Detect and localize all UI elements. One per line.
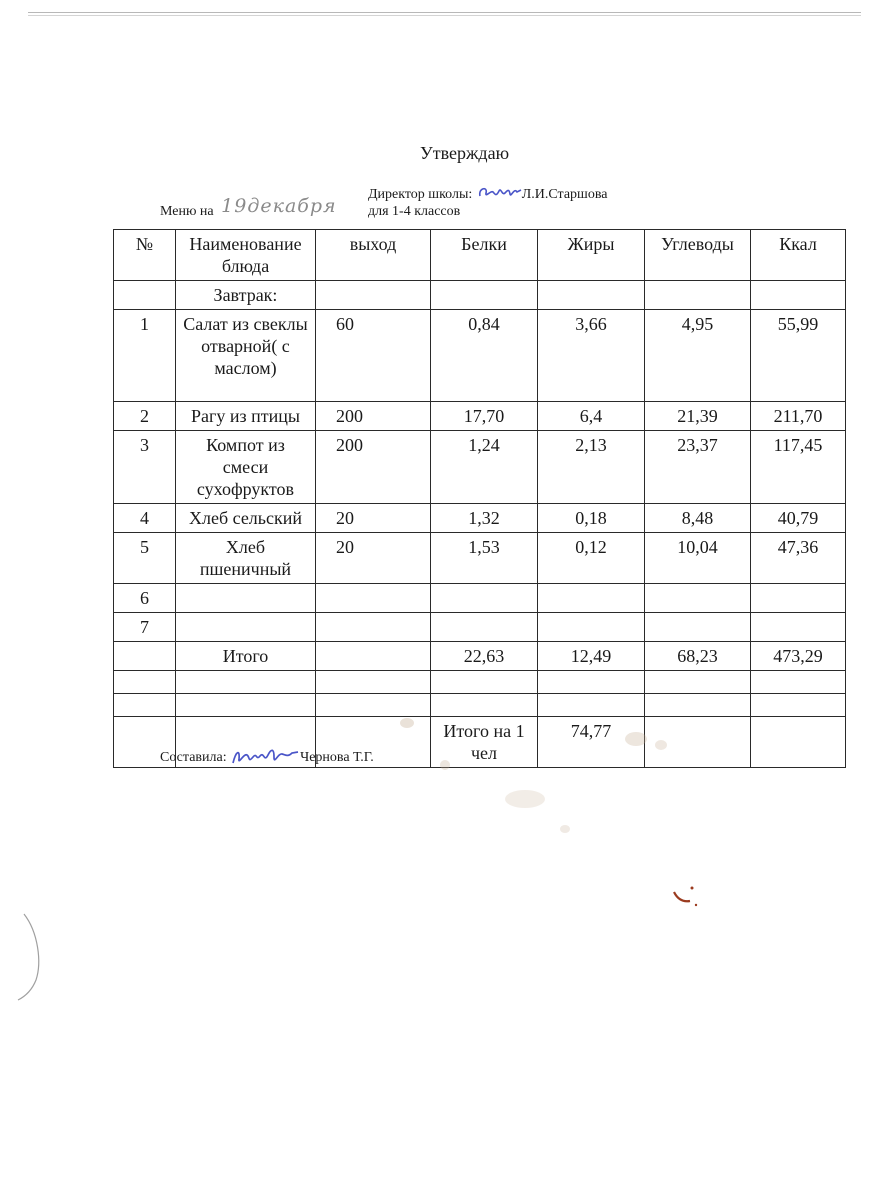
table-cell bbox=[751, 694, 846, 717]
dish-carbs bbox=[645, 613, 751, 642]
table-cell bbox=[751, 281, 846, 310]
table-row bbox=[114, 431, 846, 504]
table-cell bbox=[538, 694, 645, 717]
table-cell bbox=[176, 694, 316, 717]
paper-stain bbox=[440, 760, 450, 770]
table-row bbox=[114, 613, 846, 642]
total-label: Итого bbox=[176, 642, 316, 671]
paper-stain bbox=[400, 718, 414, 728]
dish-protein: 17,70 bbox=[431, 402, 538, 431]
dish-fat: 3,66 bbox=[538, 310, 645, 402]
paper-stain bbox=[560, 825, 570, 833]
table-cell bbox=[316, 694, 431, 717]
table-cell bbox=[316, 281, 431, 310]
row-number: 1 bbox=[114, 310, 176, 402]
table-cell bbox=[114, 642, 176, 671]
row-number: 4 bbox=[114, 504, 176, 533]
dish-protein bbox=[431, 584, 538, 613]
handwritten-date: 19декабря bbox=[221, 195, 337, 217]
dish-fat: 2,13 bbox=[538, 431, 645, 504]
dish-kcal bbox=[751, 584, 846, 613]
compiled-label: Составила: bbox=[160, 750, 227, 765]
dish-carbs: 10,04 bbox=[645, 533, 751, 584]
menu-label: Меню на bbox=[160, 204, 214, 219]
director-label: Директор школы: bbox=[368, 187, 473, 202]
col-header-name: Наименование блюда bbox=[176, 230, 316, 281]
dish-name: Хлеб сельский bbox=[176, 504, 316, 533]
dish-output: 20 bbox=[316, 533, 431, 584]
compiler-signature bbox=[230, 745, 300, 767]
col-header-protein: Белки bbox=[431, 230, 538, 281]
table-cell bbox=[645, 694, 751, 717]
row-number: 5 bbox=[114, 533, 176, 584]
table-cell bbox=[316, 642, 431, 671]
table-row bbox=[114, 533, 846, 584]
table-row bbox=[114, 402, 846, 431]
per-person-value: 74,77 bbox=[538, 717, 645, 768]
compiled-by-line bbox=[160, 745, 374, 767]
dish-output: 200 bbox=[316, 402, 431, 431]
table-cell bbox=[645, 281, 751, 310]
table-cell bbox=[114, 694, 176, 717]
dish-fat: 0,18 bbox=[538, 504, 645, 533]
dish-name: Рагу из птицы bbox=[176, 402, 316, 431]
table-cell bbox=[538, 281, 645, 310]
dish-kcal: 40,79 bbox=[751, 504, 846, 533]
table-cell bbox=[751, 717, 846, 768]
dish-carbs: 4,95 bbox=[645, 310, 751, 402]
dish-fat: 6,4 bbox=[538, 402, 645, 431]
dish-kcal: 117,45 bbox=[751, 431, 846, 504]
dish-output: 200 bbox=[316, 431, 431, 504]
table-cell bbox=[431, 671, 538, 694]
paper-stain bbox=[505, 790, 545, 808]
row-number: 6 bbox=[114, 584, 176, 613]
per-person-label: Итого на 1 чел bbox=[431, 717, 538, 768]
empty-row bbox=[114, 671, 846, 694]
dish-name bbox=[176, 584, 316, 613]
dish-name bbox=[176, 613, 316, 642]
col-header-output: выход bbox=[316, 230, 431, 281]
compiled-name: Чернова Т.Г. bbox=[300, 750, 374, 765]
director-signature bbox=[476, 184, 522, 202]
dish-carbs: 23,37 bbox=[645, 431, 751, 504]
classes-label: для 1-4 классов bbox=[368, 204, 461, 219]
dish-kcal bbox=[751, 613, 846, 642]
dish-protein: 0,84 bbox=[431, 310, 538, 402]
dish-output: 20 bbox=[316, 504, 431, 533]
col-header-number: № bbox=[114, 230, 176, 281]
dish-output bbox=[316, 613, 431, 642]
section-row bbox=[114, 281, 846, 310]
dish-carbs: 8,48 bbox=[645, 504, 751, 533]
total-row bbox=[114, 642, 846, 671]
paper-stain bbox=[625, 732, 647, 746]
dish-kcal: 55,99 bbox=[751, 310, 846, 402]
dish-carbs: 21,39 bbox=[645, 402, 751, 431]
dish-name: Салат из свеклы отварной( с маслом) bbox=[176, 310, 316, 402]
total-protein: 22,63 bbox=[431, 642, 538, 671]
dish-output: 60 bbox=[316, 310, 431, 402]
director-line bbox=[368, 184, 607, 203]
dish-fat bbox=[538, 613, 645, 642]
col-header-fat: Жиры bbox=[538, 230, 645, 281]
dish-output bbox=[316, 584, 431, 613]
table-cell bbox=[114, 671, 176, 694]
table-cell bbox=[751, 671, 846, 694]
dish-kcal: 47,36 bbox=[751, 533, 846, 584]
table-cell bbox=[645, 671, 751, 694]
table-row bbox=[114, 310, 846, 402]
scan-edge-line bbox=[28, 12, 861, 13]
table-row bbox=[114, 504, 846, 533]
approval-heading: Утверждаю bbox=[420, 143, 510, 163]
dish-name: Хлеб пшеничный bbox=[176, 533, 316, 584]
row-number: 7 bbox=[114, 613, 176, 642]
dish-protein: 1,24 bbox=[431, 431, 538, 504]
table-cell bbox=[538, 671, 645, 694]
ink-blot bbox=[668, 882, 700, 908]
total-kcal: 473,29 bbox=[751, 642, 846, 671]
section-label: Завтрак: bbox=[176, 281, 316, 310]
dish-protein: 1,32 bbox=[431, 504, 538, 533]
col-header-carbs: Углеводы bbox=[645, 230, 751, 281]
table-cell bbox=[114, 281, 176, 310]
table-cell bbox=[431, 281, 538, 310]
menu-table bbox=[113, 229, 846, 768]
dish-protein bbox=[431, 613, 538, 642]
total-carbs: 68,23 bbox=[645, 642, 751, 671]
dish-fat: 0,12 bbox=[538, 533, 645, 584]
menu-date-line bbox=[160, 195, 337, 220]
table-cell bbox=[316, 671, 431, 694]
director-block bbox=[368, 184, 607, 220]
paper-stain bbox=[655, 740, 667, 750]
director-name: Л.И.Старшова bbox=[521, 187, 608, 202]
paper-edge-fold bbox=[14, 912, 44, 1002]
table-cell bbox=[176, 671, 316, 694]
empty-row bbox=[114, 694, 846, 717]
dish-protein: 1,53 bbox=[431, 533, 538, 584]
dish-carbs bbox=[645, 584, 751, 613]
table-row bbox=[114, 584, 846, 613]
table-cell bbox=[431, 694, 538, 717]
row-number: 3 bbox=[114, 431, 176, 504]
scan-edge-line bbox=[28, 15, 861, 16]
dish-kcal: 211,70 bbox=[751, 402, 846, 431]
dish-fat bbox=[538, 584, 645, 613]
table-header-row bbox=[114, 230, 846, 281]
row-number: 2 bbox=[114, 402, 176, 431]
total-fat: 12,49 bbox=[538, 642, 645, 671]
dish-name: Компот из смеси сухофруктов bbox=[176, 431, 316, 504]
col-header-kcal: Ккал bbox=[751, 230, 846, 281]
